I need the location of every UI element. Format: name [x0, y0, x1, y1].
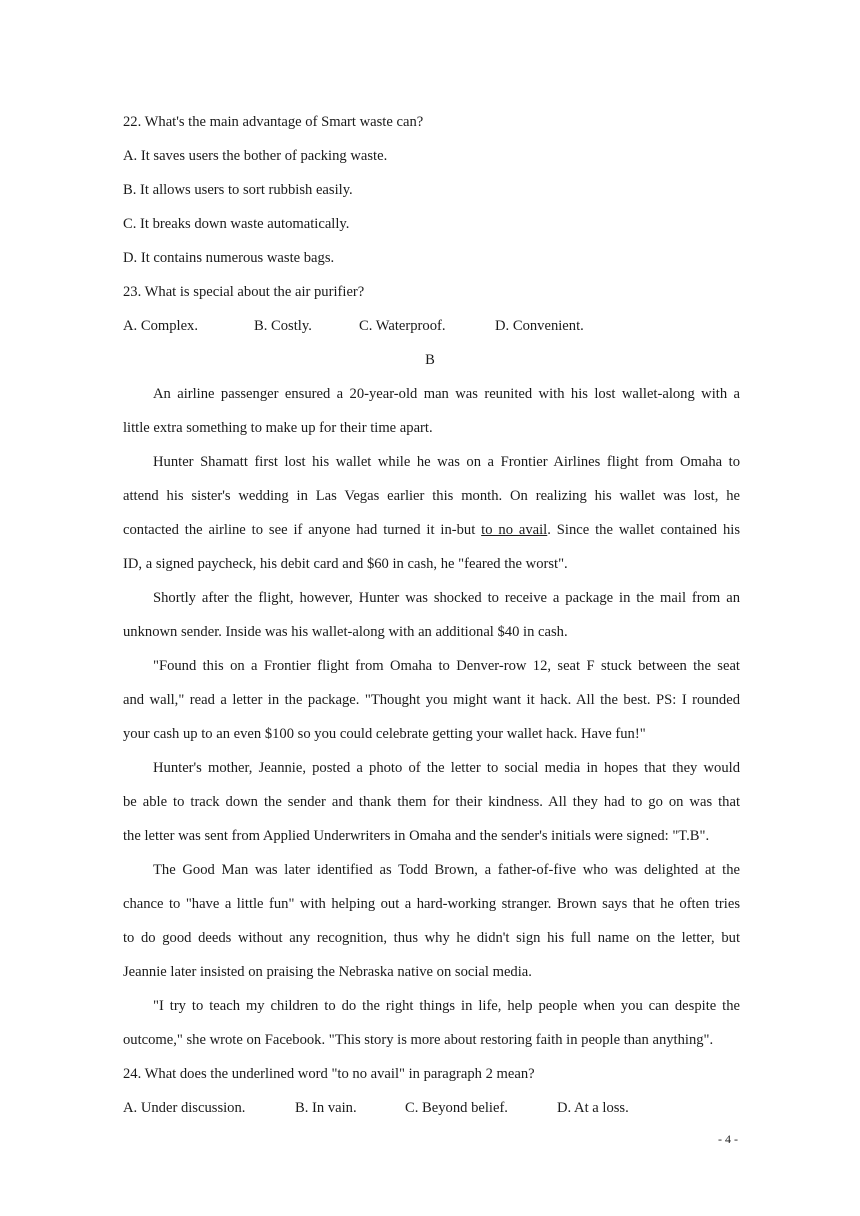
question-23: 23. What is special about the air purifier? — [123, 284, 365, 300]
question-24-option-c: C. Beyond belief. — [405, 1100, 508, 1116]
passage-line: be able to track down the sender and thank them for their kindness. All they had to go on was that — [123, 794, 740, 810]
question-22-option-b: B. It allows users to sort rubbish easily. — [123, 182, 353, 198]
passage-line: attend his sister's wedding in Las Vegas earlier this month. On realizing his wallet was lost, he — [123, 488, 740, 504]
passage-line: Hunter Shamatt first lost his wallet while he was on a Frontier Airlines flight from Omaha to — [153, 454, 740, 470]
passage-line: chance to "have a little fun" with helping out a hard-working stranger. Brown says that he often tries — [123, 896, 740, 912]
question-22-option-c: C. It breaks down waste automatically. — [123, 216, 350, 232]
passage-line: outcome," she wrote on Facebook. "This story is more about restoring faith in people than anything". — [123, 1032, 714, 1048]
passage-line: ID, a signed paycheck, his debit card and $60 in cash, he "feared the worst". — [123, 556, 568, 572]
passage-line: Shortly after the flight, however, Hunter was shocked to receive a package in the mail from an — [153, 590, 740, 606]
question-22: 22. What's the main advantage of Smart waste can? — [123, 114, 424, 130]
passage-line: Hunter's mother, Jeannie, posted a photo of the letter to social media in hopes that they would — [153, 760, 740, 776]
section-heading: B — [425, 352, 435, 368]
passage-line: An airline passenger ensured a 20-year-old man was reunited with his lost wallet-along with a — [153, 386, 740, 402]
question-24: 24. What does the underlined word "to no avail" in paragraph 2 mean? — [123, 1066, 535, 1082]
passage-line: your cash up to an even $100 so you could celebrate getting your wallet hack. Have fun!" — [123, 726, 646, 742]
question-23-option-d: D. Convenient. — [495, 318, 584, 334]
question-23-option-a: A. Complex. — [123, 318, 198, 334]
page-number: - 4 - — [718, 1132, 738, 1146]
passage-line: little extra something to make up for their time apart. — [123, 420, 433, 436]
question-24-option-a: A. Under discussion. — [123, 1100, 246, 1116]
passage-line: "I try to teach my children to do the right things in life, help people when you can despite the — [153, 998, 740, 1014]
passage-line: "Found this on a Frontier flight from Omaha to Denver-row 12, seat F stuck between the seat — [153, 658, 740, 674]
passage-line: unknown sender. Inside was his wallet-along with an additional $40 in cash. — [123, 624, 568, 640]
question-24-option-b: B. In vain. — [295, 1100, 357, 1116]
question-22-option-d: D. It contains numerous waste bags. — [123, 250, 335, 266]
underlined-phrase: to no avail — [481, 522, 548, 538]
passage-line: Jeannie later insisted on praising the Nebraska native on social media. — [123, 964, 532, 980]
passage-text: . Since the wallet contained his — [547, 522, 740, 538]
question-22-option-a: A. It saves users the bother of packing waste. — [123, 148, 388, 164]
question-23-option-b: B. Costly. — [254, 318, 312, 334]
passage-line: and wall," read a letter in the package. "Thought you might want it hack. All the best. PS: I rounded — [123, 692, 740, 708]
question-23-option-c: C. Waterproof. — [359, 318, 446, 334]
passage-text: contacted the airline to see if anyone had turned it in-but — [123, 522, 482, 538]
passage-line: to do good deeds without any recognition, thus why he didn't sign his full name on the letter, but — [123, 930, 740, 946]
question-24-option-d: D. At a loss. — [557, 1100, 629, 1116]
passage-line: The Good Man was later identified as Todd Brown, a father-of-five who was delighted at the — [153, 862, 740, 878]
passage-line: the letter was sent from Applied Underwriters in Omaha and the sender's initials were signed: "T.B". — [123, 828, 710, 844]
passage-line — [123, 520, 740, 540]
